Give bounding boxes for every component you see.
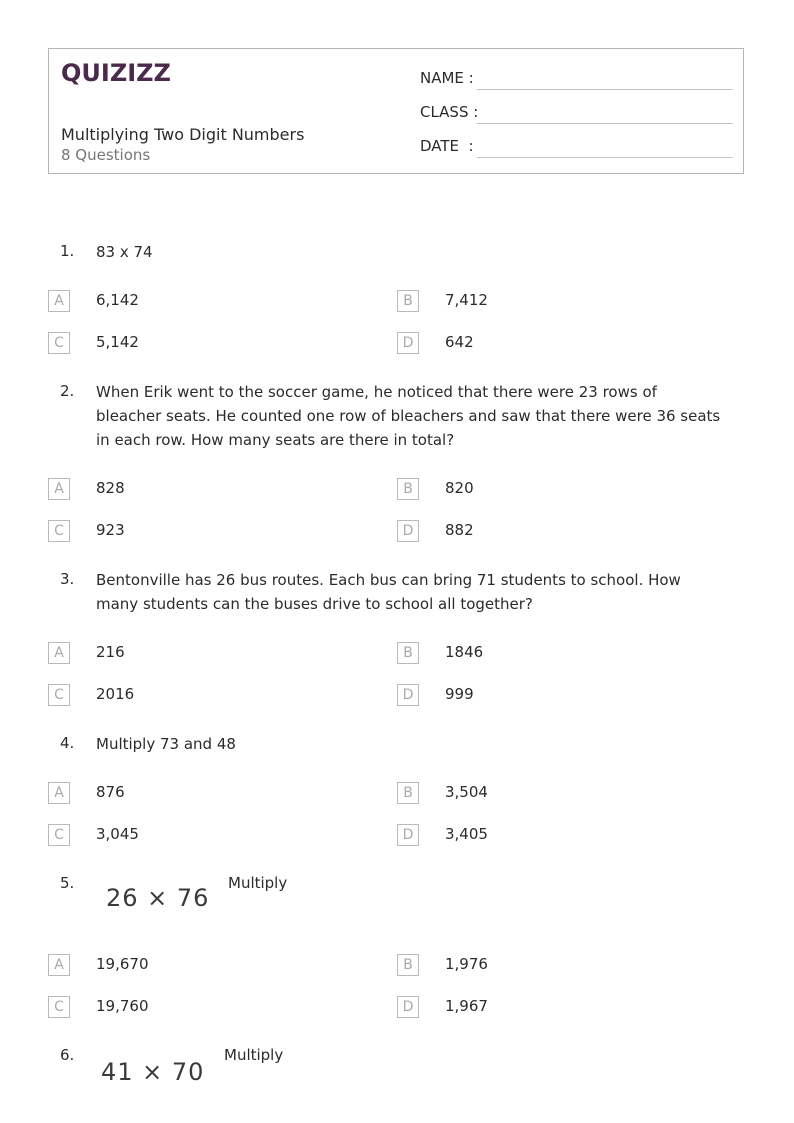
question-number: 5.: [60, 874, 75, 892]
option-d-text: 882: [445, 521, 474, 539]
class-line: [477, 123, 733, 124]
option-c-text: 5,142: [96, 333, 139, 351]
option-d-text: 642: [445, 333, 474, 351]
question-expression-image: 26 × 76: [106, 884, 210, 912]
option-c-box: C: [48, 332, 70, 354]
option-b-box: B: [397, 642, 419, 664]
option-a-box: A: [48, 782, 70, 804]
option-a-text: 216: [96, 643, 125, 661]
class-label: CLASS :: [420, 103, 479, 121]
option-c-text: 3,045: [96, 825, 139, 843]
date-line: [477, 157, 733, 158]
question-text: Multiply: [228, 874, 288, 892]
option-c-text: 2016: [96, 685, 135, 703]
option-c-box: C: [48, 824, 70, 846]
option-d-box: D: [397, 824, 419, 846]
name-line: [477, 89, 733, 90]
option-a-box: A: [48, 290, 70, 312]
option-b-box: B: [397, 290, 419, 312]
question-expression-image: 41 × 70: [101, 1058, 205, 1086]
worksheet-title: Multiplying Two Digit Numbers: [61, 125, 305, 144]
option-b-box: B: [397, 954, 419, 976]
question-number: 2.: [60, 382, 75, 400]
option-b-text: 1,976: [445, 955, 488, 973]
date-label: DATE :: [420, 137, 474, 155]
question-number: 1.: [60, 242, 75, 260]
question-number: 4.: [60, 734, 75, 752]
option-b-box: B: [397, 782, 419, 804]
question-number: 6.: [60, 1046, 75, 1064]
option-a-text: 19,670: [96, 955, 149, 973]
option-d-box: D: [397, 332, 419, 354]
option-a-box: A: [48, 954, 70, 976]
option-c-text: 19,760: [96, 997, 149, 1015]
question-text: When Erik went to the soccer game, he noticed that there were 23 rows of bleacher seats. He counted one row of bleachers and saw that there were 36 seats in each row. How many seats are there in total?: [96, 383, 721, 449]
question-text: 83 x 74: [96, 243, 153, 261]
option-a-box: A: [48, 642, 70, 664]
option-c-text: 923: [96, 521, 125, 539]
option-d-box: D: [397, 520, 419, 542]
name-label: NAME :: [420, 69, 474, 87]
question-text: Multiply: [224, 1046, 284, 1064]
question-text: Bentonville has 26 bus routes. Each bus can bring 71 students to school. How many students can the buses drive to school all together?: [96, 571, 681, 613]
option-a-box: A: [48, 478, 70, 500]
option-c-box: C: [48, 684, 70, 706]
option-b-text: 3,504: [445, 783, 488, 801]
option-d-text: 999: [445, 685, 474, 703]
option-a-text: 876: [96, 783, 125, 801]
option-d-text: 1,967: [445, 997, 488, 1015]
option-b-text: 820: [445, 479, 474, 497]
option-a-text: 828: [96, 479, 125, 497]
option-b-box: B: [397, 478, 419, 500]
quizizz-logo: QUIZIZZ: [61, 59, 171, 87]
option-d-box: D: [397, 684, 419, 706]
option-d-text: 3,405: [445, 825, 488, 843]
option-d-box: D: [397, 996, 419, 1018]
question-text: Multiply 73 and 48: [96, 735, 236, 753]
question-number: 3.: [60, 570, 75, 588]
option-a-text: 6,142: [96, 291, 139, 309]
option-c-box: C: [48, 996, 70, 1018]
option-b-text: 1846: [445, 643, 484, 661]
question-count: 8 Questions: [61, 146, 151, 164]
worksheet-header: [48, 48, 744, 174]
option-c-box: C: [48, 520, 70, 542]
option-b-text: 7,412: [445, 291, 488, 309]
